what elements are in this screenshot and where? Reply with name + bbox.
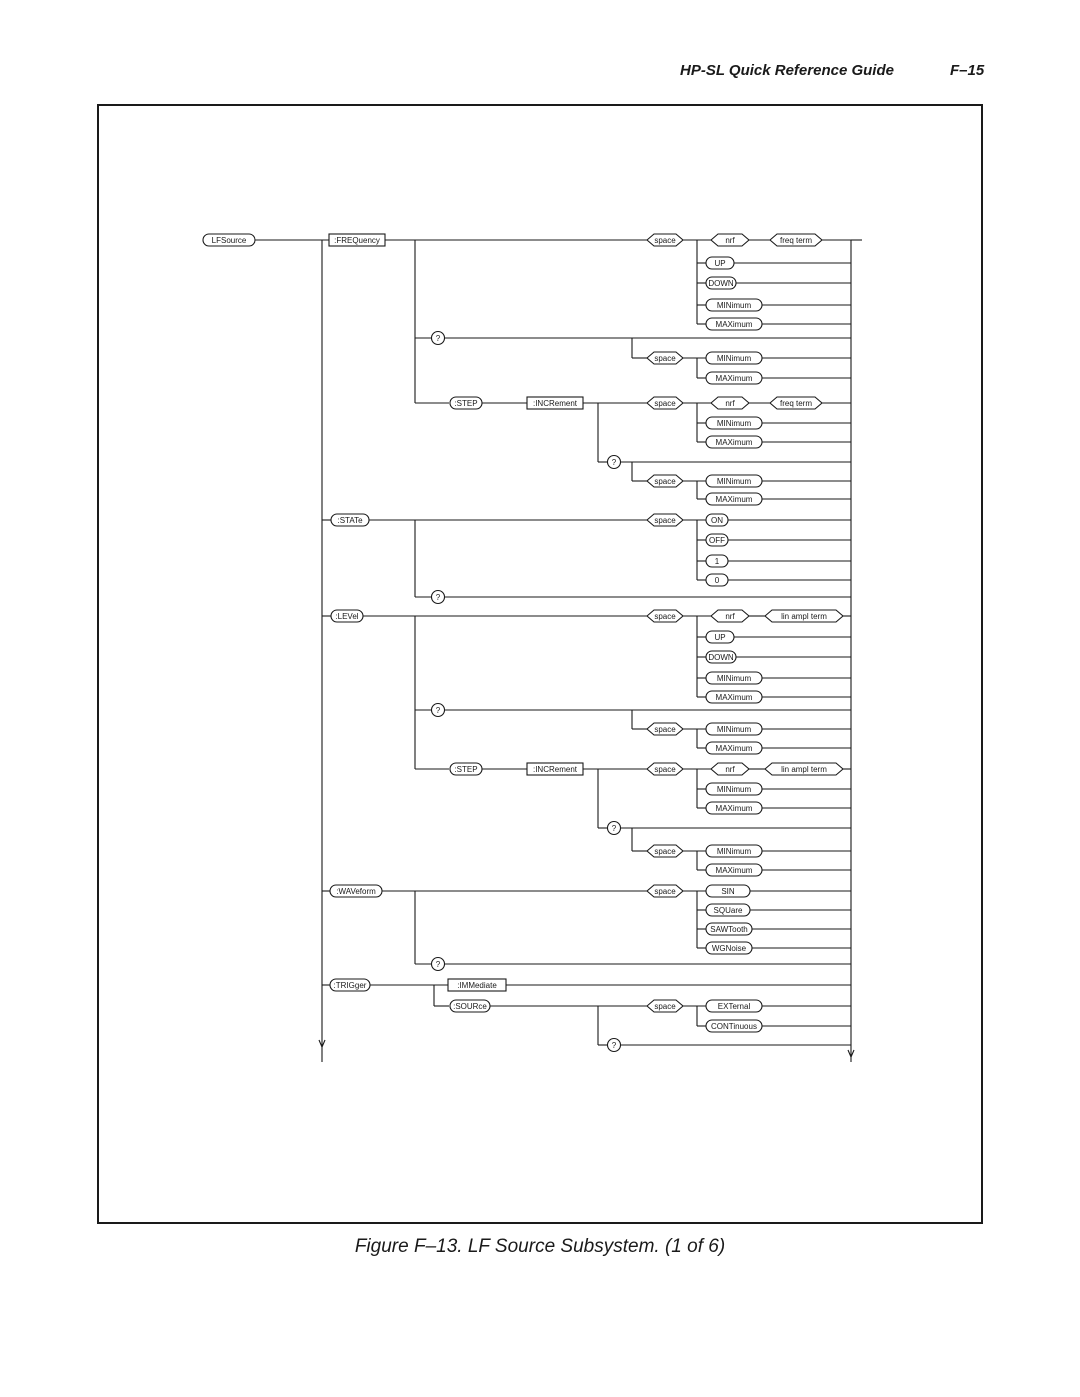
node-query-label: ? [435, 334, 441, 343]
node-query [432, 704, 445, 717]
node-space [647, 885, 683, 897]
node-continuous-label: CONTinuous [711, 1022, 757, 1031]
node-space [647, 610, 683, 622]
node-sin [706, 885, 750, 897]
node-query-label: ? [435, 960, 441, 969]
node-on [706, 514, 728, 526]
node-space-label: space [654, 516, 676, 525]
node-nrf [711, 234, 749, 246]
node-query [432, 591, 445, 604]
node-immediate [448, 979, 506, 991]
node-increment [527, 763, 583, 775]
node-maximum [706, 691, 762, 703]
node-minimum-label: MINimum [716, 354, 752, 363]
node-space-label: space [654, 399, 676, 408]
node-nrf [711, 397, 749, 409]
node-nrf [711, 763, 749, 775]
node-maximum-label: MAXimum [715, 866, 753, 875]
node-continuous [706, 1020, 762, 1032]
node-up-label: UP [714, 259, 726, 268]
node-square-label: SQUare [713, 906, 743, 915]
node-minimum-label: MINimum [716, 301, 752, 310]
node-square [706, 904, 750, 916]
node-minimum-label: MINimum [716, 477, 752, 486]
node-space-label: space [654, 612, 676, 621]
node-source-label: :SOURce [453, 1002, 487, 1011]
figure-caption: Figure F–13. LF Source Subsystem. (1 of 6) [354, 1236, 726, 1257]
node-up [706, 257, 734, 269]
node-space-label: space [654, 477, 676, 486]
node-external [706, 1000, 762, 1012]
node-maximum-label: MAXimum [715, 693, 753, 702]
node-space-label: space [654, 354, 676, 363]
node-external-label: EXTernal [717, 1002, 751, 1011]
node-sin-label: SIN [721, 887, 735, 896]
node-waveform-label: :WAVeform [336, 887, 376, 896]
node-step-label: :STEP [454, 399, 478, 408]
node-nrf [711, 610, 749, 622]
node-waveform [330, 885, 382, 897]
node-query-label: ? [435, 593, 441, 602]
node-frequency [329, 234, 385, 246]
node-level-label: :LEVel [335, 612, 359, 621]
node-step [450, 397, 482, 409]
node-nrf-label: nrf [725, 236, 735, 245]
node-space-label: space [654, 887, 676, 896]
node-sawtooth [706, 923, 752, 935]
node-lfsource [203, 234, 255, 246]
node-zero [706, 574, 728, 586]
node-increment-label: :INCRement [532, 765, 578, 774]
node-trigger-label: :TRIGger [333, 981, 367, 990]
node-minimum [706, 417, 762, 429]
page-number: F–15 [950, 62, 985, 79]
node-query-label: ? [611, 1041, 617, 1050]
node-freq-term-label: freq term [779, 236, 813, 245]
node-minimum-label: MINimum [716, 725, 752, 734]
diagram-nodes [203, 234, 843, 1052]
node-freq-term [770, 234, 822, 246]
node-maximum-label: MAXimum [715, 804, 753, 813]
node-one [706, 555, 728, 567]
node-increment-label: :INCRement [532, 399, 578, 408]
node-query [608, 1039, 621, 1052]
node-query-label: ? [611, 458, 617, 467]
node-minimum [706, 672, 762, 684]
node-minimum [706, 783, 762, 795]
node-state-label: :STATe [337, 516, 363, 525]
node-zero-label: 0 [714, 576, 720, 585]
node-increment [527, 397, 583, 409]
node-space [647, 475, 683, 487]
node-up [706, 631, 734, 643]
node-sawtooth-label: SAWTooth [710, 925, 748, 934]
node-maximum [706, 493, 762, 505]
node-maximum [706, 318, 762, 330]
node-off [706, 534, 728, 546]
node-maximum-label: MAXimum [715, 320, 753, 329]
node-maximum [706, 436, 762, 448]
node-immediate-label: :IMMediate [457, 981, 497, 990]
node-minimum-label: MINimum [716, 419, 752, 428]
node-lfsource-label: LFSource [211, 236, 247, 245]
node-maximum [706, 742, 762, 754]
node-step [450, 763, 482, 775]
node-minimum [706, 723, 762, 735]
node-down-label: DOWN [708, 653, 734, 662]
diagram-lines [255, 240, 862, 1062]
node-lin-ampl-term-label: lin ampl term [781, 612, 827, 621]
node-maximum [706, 372, 762, 384]
node-step-label: :STEP [454, 765, 478, 774]
node-on-label: ON [711, 516, 723, 525]
node-query [608, 822, 621, 835]
node-space [647, 1000, 683, 1012]
node-space [647, 723, 683, 735]
node-query-label: ? [611, 824, 617, 833]
node-space-label: space [654, 765, 676, 774]
node-state [331, 514, 369, 526]
node-nrf-label: nrf [725, 612, 735, 621]
node-nrf-label: nrf [725, 765, 735, 774]
node-query [432, 958, 445, 971]
node-space [647, 352, 683, 364]
node-space-label: space [654, 236, 676, 245]
node-space-label: space [654, 847, 676, 856]
node-nrf-label: nrf [725, 399, 735, 408]
node-maximum-label: MAXimum [715, 495, 753, 504]
node-source [450, 1000, 490, 1012]
node-freq-term [770, 397, 822, 409]
node-query-label: ? [435, 706, 441, 715]
node-down [706, 277, 736, 289]
node-query [432, 332, 445, 345]
node-minimum [706, 845, 762, 857]
node-space [647, 514, 683, 526]
node-space [647, 763, 683, 775]
node-lin-ampl-term-label: lin ampl term [781, 765, 827, 774]
node-lin-ampl-term [765, 763, 843, 775]
node-wgnoise [706, 942, 752, 954]
node-lin-ampl-term [765, 610, 843, 622]
node-trigger [330, 979, 370, 991]
node-minimum-label: MINimum [716, 847, 752, 856]
node-space-label: space [654, 1002, 676, 1011]
node-space [647, 234, 683, 246]
node-space [647, 397, 683, 409]
node-one-label: 1 [714, 557, 720, 566]
node-maximum-label: MAXimum [715, 438, 753, 447]
node-minimum-label: MINimum [716, 785, 752, 794]
guide-title: HP-SL Quick Reference Guide [680, 62, 894, 79]
node-minimum [706, 475, 762, 487]
node-space-label: space [654, 725, 676, 734]
node-frequency-label: :FREQuency [334, 236, 380, 245]
node-maximum [706, 864, 762, 876]
node-query [608, 456, 621, 469]
node-up-label: UP [714, 633, 726, 642]
node-maximum [706, 802, 762, 814]
node-minimum [706, 299, 762, 311]
node-level [331, 610, 363, 622]
node-space [647, 845, 683, 857]
node-minimum [706, 352, 762, 364]
node-off-label: OFF [709, 536, 725, 545]
node-maximum-label: MAXimum [715, 374, 753, 383]
node-maximum-label: MAXimum [715, 744, 753, 753]
node-down-label: DOWN [708, 279, 734, 288]
node-freq-term-label: freq term [779, 399, 813, 408]
node-wgnoise-label: WGNoise [711, 944, 747, 953]
node-minimum-label: MINimum [716, 674, 752, 683]
node-down [706, 651, 736, 663]
